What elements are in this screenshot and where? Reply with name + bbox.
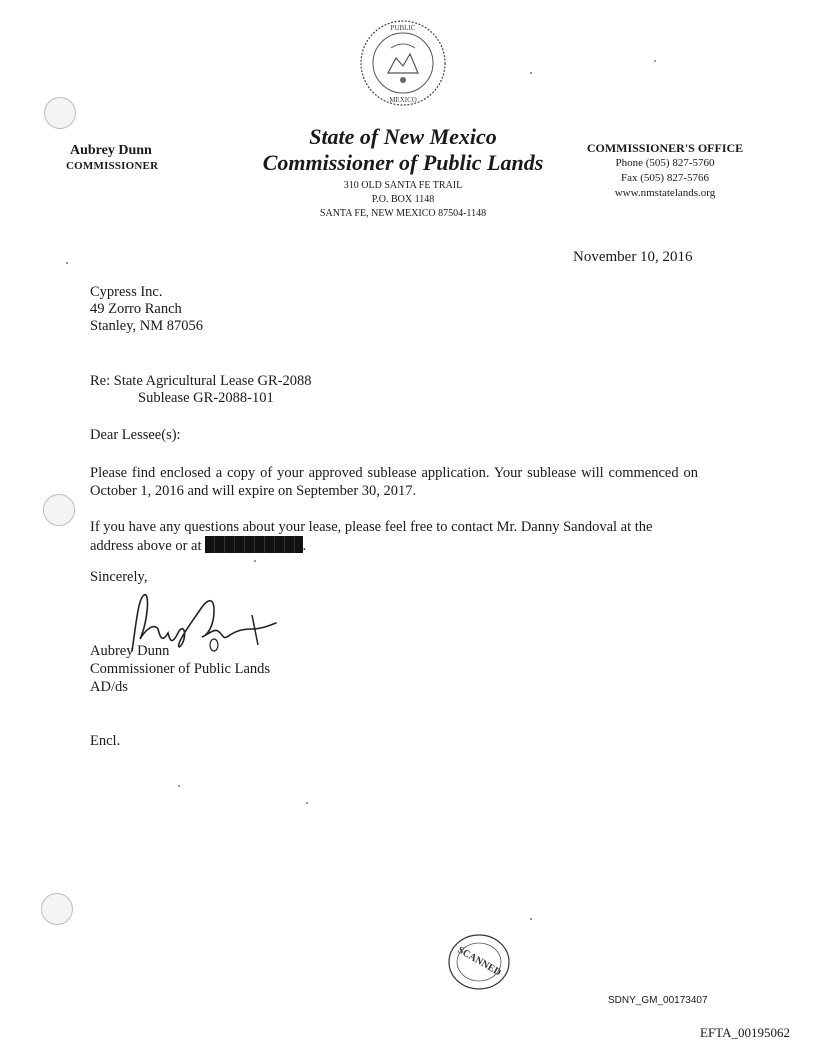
hole-punch [44,97,76,129]
hole-punch [41,893,73,925]
scan-speck [254,560,256,562]
re-sublease: Sublease GR-2088-101 [138,390,274,406]
contact-period: . [302,538,307,554]
paragraph-contact [90,518,698,555]
re-lease: Re: State Agricultural Lease GR-2088 [90,373,312,389]
svg-text:MEXICO: MEXICO [389,96,417,104]
svg-text:SCANNED: SCANNED [455,944,503,979]
scan-speck [178,785,180,787]
scanned-stamp-icon [446,932,512,992]
website-link[interactable]: www.nmstatelands.org [614,187,716,199]
svg-text:PUBLIC: PUBLIC [390,24,416,32]
office-title: COMMISSIONER'S OFFICE [586,141,744,155]
scan-speck [654,60,656,62]
redaction-bar [205,536,303,553]
initials: AD/ds [90,679,128,695]
hole-punch [43,494,75,526]
signer-name: Aubrey Dunn [90,643,170,659]
signer-title: Commissioner of Public Lands [90,661,271,677]
state-name: State of New Mexico [309,124,497,149]
phone-number: Phone (505) 827-5760 [615,157,715,169]
paragraph-sublease: Please find enclosed a copy of your approved sublease application. Your sublease will commenced on October 1, 2016 and will expire on September 30, 2017. [90,465,698,499]
fax-number: Fax (505) 827-5766 [621,172,709,184]
recipient-street: 49 Zorro Ranch [90,301,182,317]
closing: Sincerely, [90,569,148,585]
address-line: P.O. BOX 1148 [371,194,435,205]
letter-date: November 10, 2016 [573,249,693,265]
commissioner-title: COMMISSIONER [66,160,159,172]
bates-number: SDNY_GM_00173407 [608,995,708,1006]
recipient-city: Stanley, NM 87056 [90,318,204,334]
scan-speck [530,918,532,920]
address-line: 310 OLD SANTA FE TRAIL [343,180,463,191]
recipient-name: Cypress Inc. [90,284,163,300]
scan-speck [66,262,68,264]
scan-speck [530,72,532,74]
agency-name: Commissioner of Public Lands [262,150,544,175]
efta-number: EFTA_00195062 [700,1025,790,1040]
scan-speck [306,802,308,804]
commissioner-name: Aubrey Dunn [70,143,152,158]
salutation: Dear Lessee(s): [90,427,181,443]
contact-text: If you have any questions about your lease, please feel free to contact Mr. Danny Sandoval at the address above or at [90,519,653,554]
address-line: SANTA FE, NEW MEXICO 87504-1148 [319,208,487,219]
enclosure-note: Encl. [90,733,121,749]
state-seal-icon [358,18,448,108]
